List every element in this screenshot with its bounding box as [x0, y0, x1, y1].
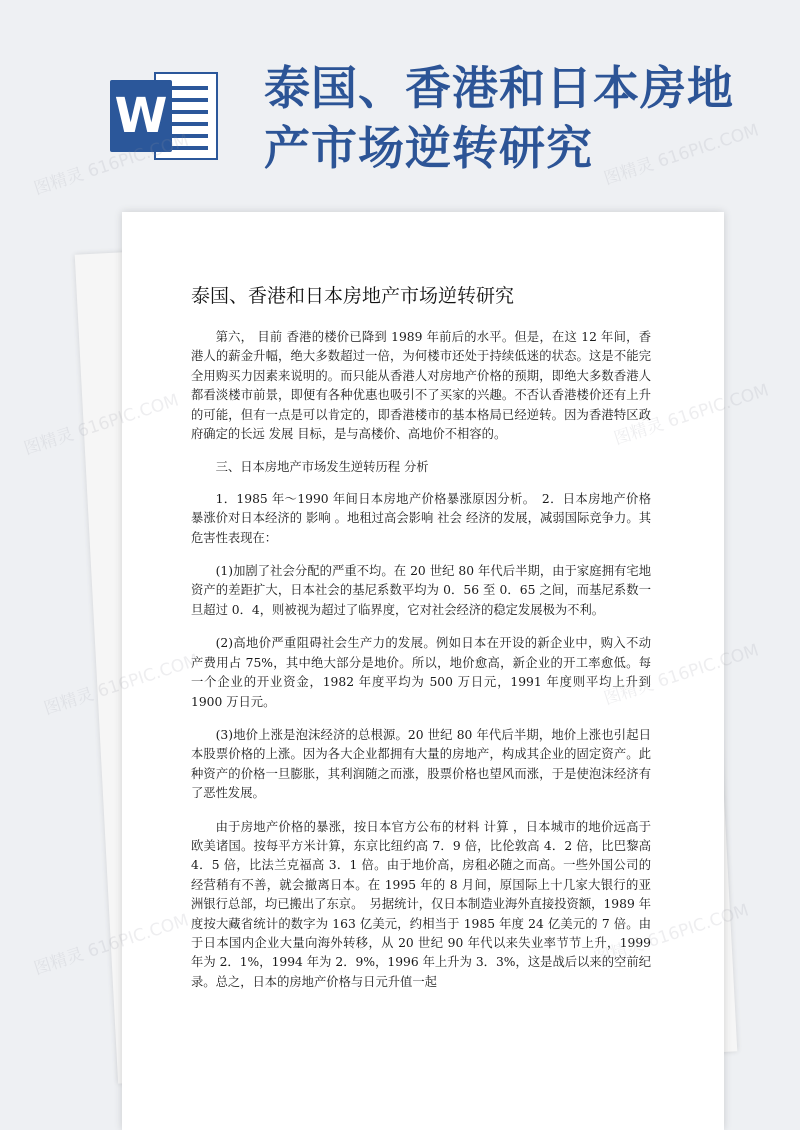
document-title: 泰国、香港和日本房地产市场逆转研究	[191, 285, 515, 307]
watermark: 图精灵 616PIC.COM	[601, 120, 762, 190]
document-body	[191, 328, 651, 1006]
paragraph-hk-prices: 第六， 目前 香港的楼价已降到 1989 年前后的水平。但是，在这 12 年间，香港人的薪金升幅，绝大多数超过一倍，为何楼市还处于持续低迷的状态。这是不能完全用购买力因素来说明的。而只能从香港人对房地产价格的预期，即绝大多数香港人都看淡楼市前景，即便有各种优惠也吸引不了买家的兴趣。不否认香港楼价还有上升的可能，但有一点是可以肯定的，即香港楼市的基本格局已经逆转。因为香港特区政府确定的长远 发展 目标，是与高楼价、高地价不相容的。	[191, 330, 651, 442]
watermark: 图精灵	[31, 944, 87, 980]
word-document-icon	[110, 72, 218, 160]
watermark: 图精灵	[41, 684, 97, 720]
paragraph-japan-causes: 1．1985 年～1990 年间日本房地产价格暴涨原因分析。 2．日本房地产价格暴涨价对日本经济的 影响 。地租过高会影响 社会 经济的发展，减弱国际竞争力。其危害性表现在：	[191, 491, 651, 545]
banner	[0, 0, 800, 210]
word-letter-badge: W	[110, 80, 172, 152]
paragraph-point-1: (1)加剧了社会分配的严重不均。在 20 世纪 80 年代后半期，由于家庭拥有宅地资产的差距扩大，日本社会的基尼系数平均为 0．56 至 0．65 之间，而基尼系数一旦超过 0．4，则被视为超过了临界度，它对社会经济的稳定发展极为不利。	[191, 564, 651, 617]
paragraph-point-2: (2)高地价严重阻碍社会生产力的发展。例如日本在开设的新企业中，购入不动产费用占 75%，其中绝大部分是地价。所以，地价愈高，新企业的开工率愈低。每一个企业的开业资金，1982 年度平均为 500 万日元，1991 年度则平均上升到 1900 万日元。	[191, 636, 651, 709]
watermark: 图精灵	[21, 424, 77, 460]
paragraph-point-3: (3)地价上涨是泡沫经济的总根源。20 世纪 80 年代后半期，地价上涨也引起日本股票价格的上涨。因为各大企业都拥有大量的房地产，构成其企业的固定资产。此种资产的价格一旦膨胀，其利润随之而涨，股票价格也望风而涨，于是使泡沫经济有了恶性发展。	[191, 727, 651, 801]
section-heading-japan: 三、日本房地产市场发生逆转历程 分析	[215, 460, 429, 475]
paragraph-price-comparison: 由于房地产价格的暴涨，按日本官方公布的材料 计算 ，日本城市的地价远高于欧美诸国。按每平方米计算，东京比纽约高 7．9 倍，比伦敦高 4．2 倍，比巴黎高 4．5 倍，比法兰克福高 3．1 倍。由于地价高，房租必随之而高。一些外国公司的经营稍有不善，就会撤离日本。在 1995 年的 8 月间，原国际上十几家大银行的亚洲银行总部，均已搬出了东京。 另据统计，仅日本制造业海外直接投资额，1989 年度按大藏省统计的数字为 163 亿美元，约相当于 1985 年度 24 亿美元的 7 倍。由于日本国内企业大量向海外转移，从 20 世纪 90 年代以来失业率节节上升，1999 年为 2．1%，1994 年为 2．9%，1996 年上升为 3．3%，这是战后以来的空前纪录。总之，日本的房地产价格与日元升值一起	[191, 819, 651, 989]
banner-title: 泰国、香港和日本房地产市场逆转研究	[264, 61, 734, 175]
watermark: 图精灵 616PIC.COM	[31, 130, 192, 200]
